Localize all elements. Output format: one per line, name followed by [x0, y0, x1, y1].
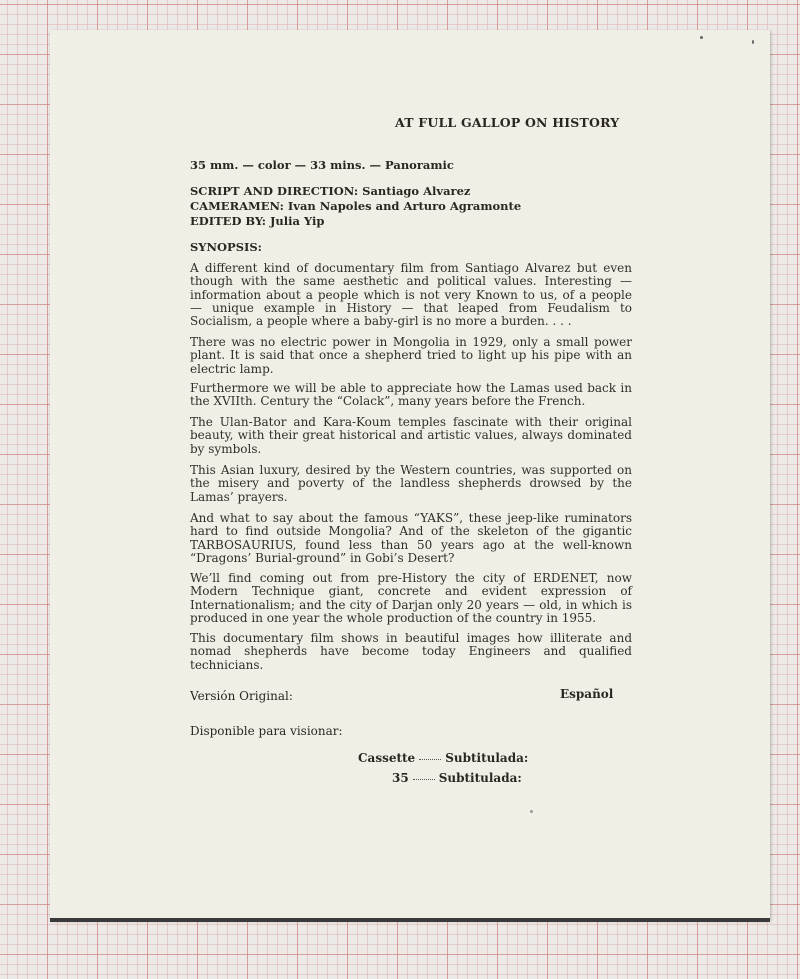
film-label: 35 — [392, 771, 409, 785]
synopsis-paragraph-1: A different kind of documentary film from Santiago Alvarez but even though with the same aesthetic and political values. Interesting — information about a people which is not very Known to us, of a people — unique example in History — that leaped from Feudalism to Socialism, a people where a baby-girl is no more a burden. . . . — [190, 261, 632, 329]
version-value: Español — [560, 687, 614, 701]
version-label: Versión Original: — [190, 689, 293, 703]
paper-speck — [700, 36, 703, 39]
film-row — [392, 771, 522, 785]
credit-editor: EDITED BY: Julia Yip — [190, 214, 325, 228]
credit-cameramen: CAMERAMEN: Ivan Napoles and Arturo Agramonte — [190, 199, 522, 213]
synopsis-heading: SYNOPSIS: — [190, 240, 262, 254]
synopsis-paragraph-4: The Ulan-Bator and Kara-Koum temples fascinate with their original beauty, with their great historical and artistic values, always dominated by symbols. — [190, 415, 632, 456]
synopsis-paragraph-7: We’ll find coming out from pre-History the city of ERDENET, now Modern Technique giant, concrete and evident expression of Internationalism; and the city of Darjan only 20 years — old, in which is produced in one year the whole production of the country in 1955. — [190, 571, 632, 625]
film-specs: 35 mm. — color — 33 mins. — Panoramic — [190, 158, 454, 172]
credit-script-direction: SCRIPT AND DIRECTION: Santiago Alvarez — [190, 184, 471, 198]
synopsis-paragraph-3: Furthermore we will be able to appreciate how the Lamas used back in the XVIIth. Century the “Colack”, many years before the French. — [190, 381, 632, 409]
cassette-subtitle: Subtitulada: — [445, 751, 529, 765]
synopsis-paragraph-5: This Asian luxury, desired by the Western countries, was supported on the misery and poverty of the landless shepherds drowsed by the Lamas’ prayers. — [190, 463, 632, 504]
cassette-label: Cassette — [358, 751, 416, 765]
document-title: AT FULL GALLOP ON HISTORY — [395, 115, 620, 130]
film-blank — [413, 779, 435, 780]
synopsis-paragraph-8: This documentary film shows in beautiful images how illiterate and nomad shepherds have become today Engineers and qualified technicians. — [190, 631, 632, 672]
synopsis-paragraph-2: There was no electric power in Mongolia in 1929, only a small power plant. It is said that once a shepherd tried to light up his pipe with an electric lamp. — [190, 335, 632, 376]
available-label: Disponible para visionar: — [190, 724, 343, 738]
cassette-blank — [419, 759, 441, 760]
cassette-row — [358, 751, 528, 765]
film-subtitle: Subtitulada: — [438, 771, 522, 785]
synopsis-paragraph-6: And what to say about the famous “YAKS”, these jeep-like ruminators hard to find outside Mongolia? And of the skeleton of the gigantic TARBOSAURIUS, found less than 50 years ago at the well-known “Dragons’ Burial-ground” in Gobi’s Desert? — [190, 511, 632, 565]
paper-speck — [752, 40, 754, 44]
sheet-shadow-edge — [50, 918, 770, 922]
paper-speck — [530, 810, 533, 813]
